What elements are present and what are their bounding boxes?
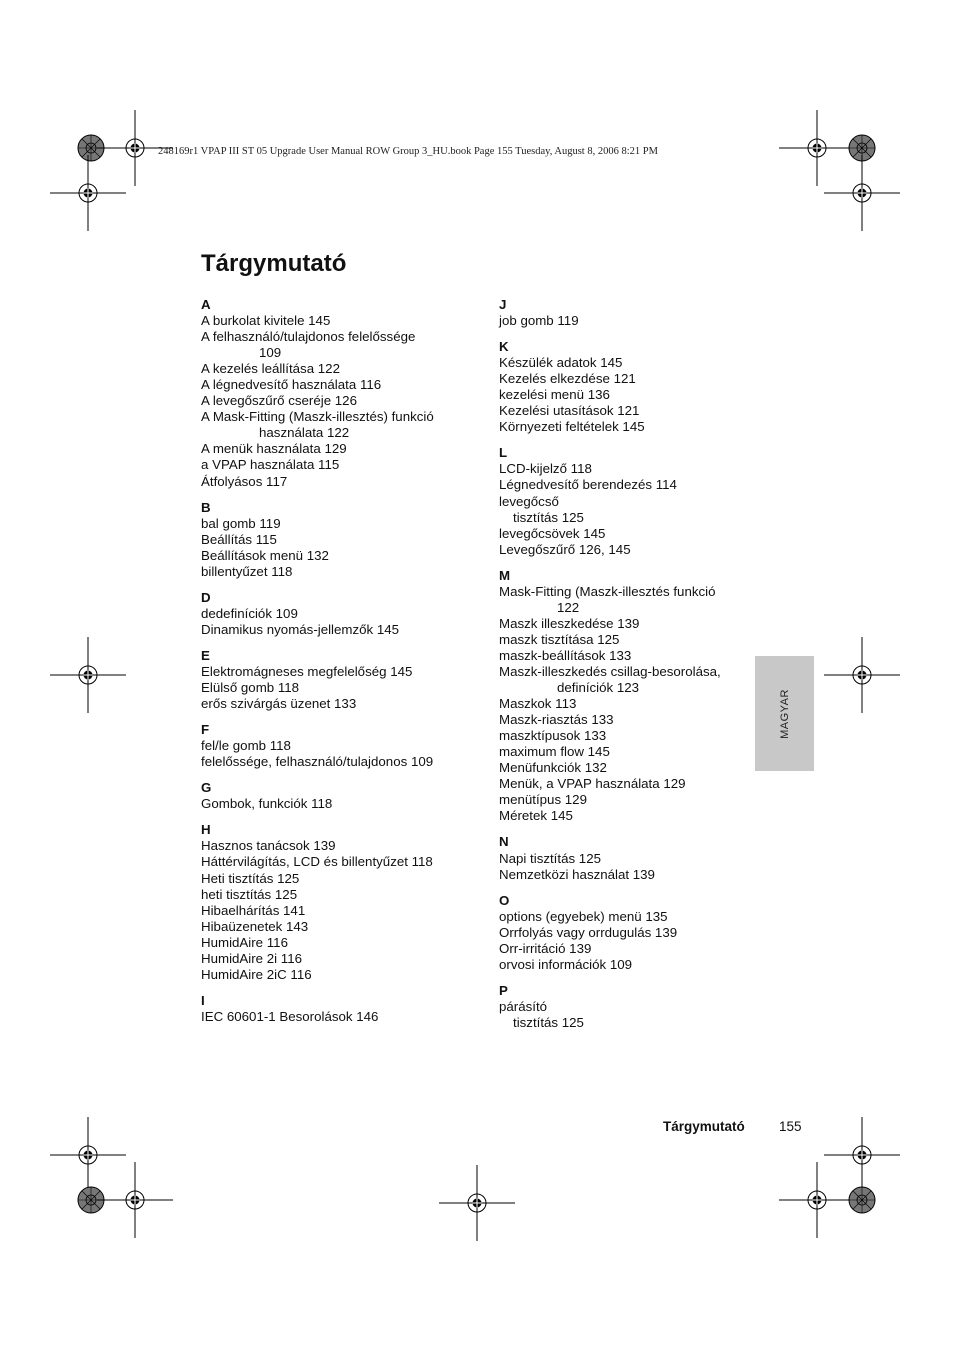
index-entry: definíciók 123 <box>557 680 640 696</box>
side-tab-label: MAGYAR <box>778 688 791 739</box>
index-entry: Nemzetközi használat 139 <box>499 866 655 882</box>
index-entry: heti tisztítás 125 <box>201 886 298 902</box>
index-entry: Kezelés elkezdése 121 <box>499 371 636 387</box>
index-entry: HumidAire 116 <box>201 934 288 950</box>
index-entry: maszk tisztítása 125 <box>499 631 620 647</box>
index-letter-heading: B <box>201 499 211 515</box>
index-entry: Levegőszűrő 126, 145 <box>499 541 631 557</box>
index-letter-heading: L <box>499 445 508 461</box>
index-entry: A menük használata 129 <box>201 441 347 457</box>
index-entry: Mask-Fitting (Maszk-illesztés funkció <box>499 583 716 599</box>
index-entry: Hasznos tanácsok 139 <box>201 838 336 854</box>
page-number: 155 <box>779 1119 802 1134</box>
index-entry: használata 122 <box>259 425 350 441</box>
index-entry: A burkolat kivitele 145 <box>201 313 331 329</box>
index-entry: dedefiníciók 109 <box>201 605 298 621</box>
index-letter-heading: N <box>499 834 509 850</box>
index-entry: Maszk-riasztás 133 <box>499 712 614 728</box>
index-letter-heading: E <box>201 647 210 663</box>
index-entry: párásító <box>499 998 548 1014</box>
index-entry: 109 <box>259 345 282 361</box>
index-entry: Menüfunkciók 132 <box>499 760 607 776</box>
index-entry: Maszk-illeszkedés csillag-besorolása, <box>499 663 721 679</box>
index-letter-heading: J <box>499 297 507 312</box>
index-entry: job gomb 119 <box>499 313 579 329</box>
index-entry: Légnedvesítő berendezés 114 <box>499 477 677 493</box>
print-header: 248169r1 VPAP III ST 05 Upgrade User Manual ROW Group 3_HU.book Page 155 Tuesday, August 8, 2006 8:21 PM <box>158 146 658 157</box>
index-entry: Menük, a VPAP használata 129 <box>499 776 686 792</box>
index-letter-heading: H <box>201 822 211 838</box>
index-entry: kezelési menü 136 <box>499 387 610 403</box>
index-entry: Beállítások menü 132 <box>201 547 329 563</box>
index-entry: A levegőszűrő cseréje 126 <box>201 393 357 409</box>
index-letter-heading: G <box>201 780 212 796</box>
index-entry: Kezelési utasítások 121 <box>499 403 640 419</box>
index-entry: felelőssége, felhasználó/tulajdonos 109 <box>201 754 434 770</box>
index-letter-heading: D <box>201 589 211 605</box>
index-entry: 122 <box>557 599 580 615</box>
index-entry: A Mask-Fitting (Maszk-illesztés) funkció <box>201 409 434 425</box>
index-entry: Maszkok 113 <box>499 696 577 712</box>
index-entry: Beállítás 115 <box>201 531 277 547</box>
index-entry: Hibaüzenetek 143 <box>201 918 309 934</box>
index-entry: Elülső gomb 118 <box>201 680 300 696</box>
index-entry: IEC 60601-1 Besorolások 146 <box>201 1008 379 1024</box>
index-entry: fel/le gomb 118 <box>201 738 291 754</box>
index-letter-heading: O <box>499 892 510 908</box>
index-entry: HumidAire 2iC 116 <box>201 966 312 982</box>
index-letter-heading: F <box>201 722 210 738</box>
footer-title: Tárgymutató <box>663 1119 745 1134</box>
index-entry: Heti tisztítás 125 <box>201 870 300 886</box>
index-entry: LCD-kijelző 118 <box>499 461 592 477</box>
index-letter-heading: M <box>499 567 511 583</box>
index-entry: orvosi információk 109 <box>499 956 633 972</box>
index-entry: Környezeti feltételek 145 <box>499 419 645 435</box>
index-entry: levegőcső <box>499 493 559 509</box>
index-entry: tisztítás 125 <box>513 509 584 525</box>
index-entry: Dinamikus nyomás-jellemzők 145 <box>201 621 400 637</box>
index-entry: tisztítás 125 <box>513 1014 584 1030</box>
index-entry: Készülék adatok 145 <box>499 355 623 371</box>
index-letter-heading: I <box>201 992 205 1008</box>
index-entry: Háttérvilágítás, LCD és billentyűzet 118 <box>201 854 433 870</box>
index-entry: erős szivárgás üzenet 133 <box>201 696 357 712</box>
index-entry: billentyűzet 118 <box>201 563 293 579</box>
index-entry: Elektromágneses megfelelőség 145 <box>201 663 413 679</box>
index-entry: menütípus 129 <box>499 792 587 808</box>
index-entry: A felhasználó/tulajdonos felelőssége <box>201 329 416 345</box>
index-entry: a VPAP használata 115 <box>201 457 340 473</box>
index-entry: Hibaelhárítás 141 <box>201 902 306 918</box>
index-entry: A kezelés leállítása 122 <box>201 361 340 377</box>
index-entry: Orr-irritáció 139 <box>499 940 592 956</box>
index-entry: maszk-beállítások 133 <box>499 647 632 663</box>
index-entry: Maszk illeszkedése 139 <box>499 615 640 631</box>
index-entry: levegőcsövek 145 <box>499 525 606 541</box>
index-entry: Orrfolyás vagy orrdugulás 139 <box>499 924 678 940</box>
index-letter-heading: A <box>201 297 211 312</box>
index-entry: A légnedvesítő használata 116 <box>201 377 382 393</box>
page-title: Tárgymutató <box>201 250 347 277</box>
index-letter-heading: K <box>499 339 509 355</box>
index-entry: options (egyebek) menü 135 <box>499 908 668 924</box>
index-entry: maszktípusok 133 <box>499 728 607 744</box>
index-entry: Gombok, funkciók 118 <box>201 796 333 812</box>
index-entry: Méretek 145 <box>499 808 573 824</box>
index-entry: maximum flow 145 <box>499 744 610 760</box>
index-entry: HumidAire 2i 116 <box>201 950 303 966</box>
index-letter-heading: P <box>499 982 508 998</box>
index-entry: Napi tisztítás 125 <box>499 850 601 866</box>
index-entry: Átfolyásos 117 <box>201 473 288 489</box>
index-entry: bal gomb 119 <box>201 515 281 531</box>
